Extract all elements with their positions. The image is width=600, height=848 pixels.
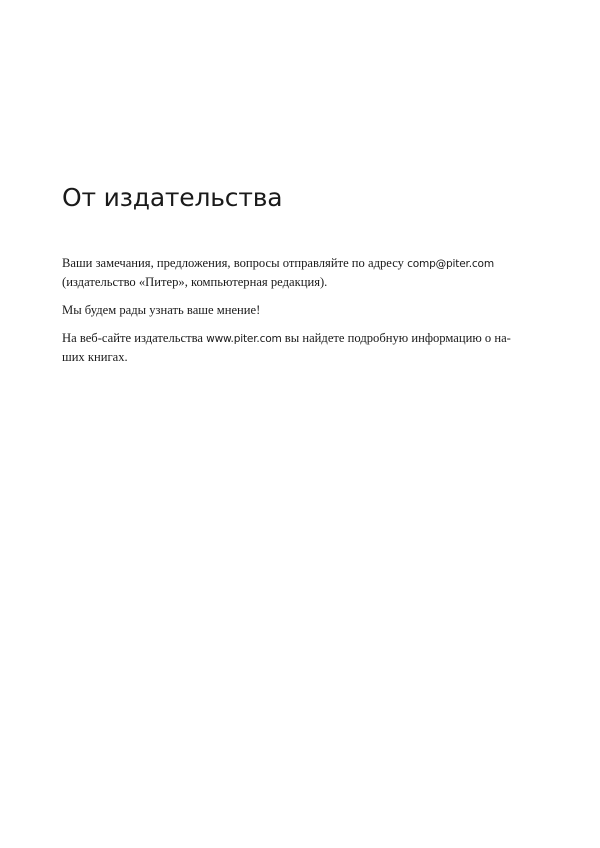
contact-paragraph	[62, 254, 536, 291]
website-paragraph	[62, 329, 536, 366]
website-rest-text: вы найдете подробную информацию о на-	[284, 331, 511, 345]
page	[62, 0, 536, 848]
contact-note-text: (издательство «Питер», компьютерная редакция).	[62, 275, 328, 289]
body-text	[62, 254, 536, 376]
opinion-paragraph: Мы будем рады узнать ваше мнение!	[62, 303, 261, 317]
section-title: От издательства	[62, 183, 283, 212]
contact-intro-text: Ваши замечания, предложения, вопросы отправляйте по адресу	[62, 256, 404, 270]
contact-email-link[interactable]: comp@piter.com	[407, 258, 494, 270]
website-end-text: ших книгах.	[62, 350, 128, 364]
website-url-link[interactable]: www.piter.com	[206, 333, 282, 345]
website-intro-text: На веб-сайте издательства	[62, 331, 203, 345]
